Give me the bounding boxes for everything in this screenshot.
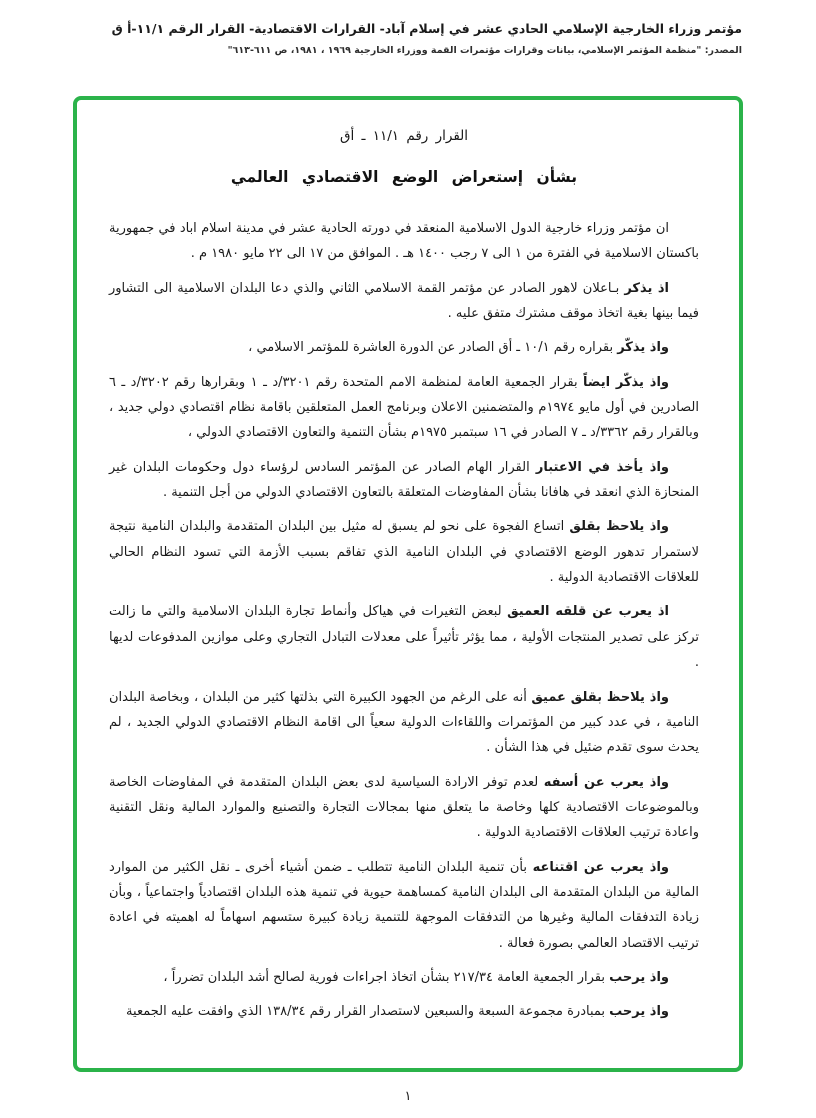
paragraph-lead: واذ يعرب عن اقتناعه [532, 859, 669, 875]
paragraph-lead: اذ يعرب عن قلقه العميق [507, 604, 669, 620]
resolution-frame [73, 96, 743, 1072]
paragraph-text: القرار الهام الصادر عن المؤتمر السادس لرؤساء دول وحكومات البلدان غير المنحازة الذي انعقد في هافانا بشأن المفاوضات المتعلقة بالتعاون الاقتصادي الدولي من أجل التنمية . [109, 459, 699, 501]
paragraph-text: أنه على الرغم من الجهود الكبيرة التي بذلتها كثير من البلدان ، وبخاصة البلدان النامية ، في عدد كبير من المؤتمرات واللقاءات الدولية سعياً الى اقامة النظام الاقتصادي الدولي الجديد ، لم يحدث سوى تقدم ضئيل في هذا الشأن . [109, 689, 699, 756]
paragraph-lead: واذ يلاحظ بقلق عميق [531, 689, 669, 705]
page-number: ١ [404, 1089, 412, 1104]
page-footer [0, 1085, 816, 1104]
paragraph [109, 370, 699, 446]
source-header [60, 20, 742, 56]
document-source-line: المصدر: "منظمة المؤتمر الإسلامي، بيانات وقرارات مؤتمرات القمة ووزراء الخارجية ١٩٦٩ ، ١٩٨١، ص ٦١١-٦١٣" [227, 44, 742, 56]
document-citation-title: مؤتمر وزراء الخارجية الإسلامي الحادي عشر في إسلام آباد- القرارات الاقتصادية- القرار الرقم ١١/١-أ ق [111, 21, 742, 36]
paragraph-text: بأن تنمية البلدان النامية تتطلب ـ ضمن أشياء أخرى ـ نقل الكثير من الموارد المالية من البلدان المتقدمة الى البلدان النامية كمساهمة حيوية في تنمية هذه البلدان اقتصادياً واجتماعياً ، وبأن زيادة التدفقات المالية وغيرها من التدفقات الموجهة للتنمية زيادة كبيرة ستسهم اسهاماً له اهميته في اعادة ترتيب الاقتصاد العالمي بصورة فعالة . [109, 859, 699, 951]
resolution-title: بشأن إستعراض الوضع الاقتصادي العالمي [230, 168, 578, 186]
paragraph [109, 965, 699, 990]
paragraph-text: بـاعلان لاهور الصادر عن مؤتمر القمة الاسلامي الثاني والذي دعا البلدان الاسلامية الى التشاور فيما بينها بغية اتخاذ موقف مشترك متفق عليه . [109, 280, 699, 322]
paragraph [109, 514, 699, 590]
paragraph [109, 455, 699, 506]
paragraph [109, 770, 699, 846]
paragraph-text: ان مؤتمر وزراء خارجية الدول الاسلامية المنعقد في دورته الحادية عشر في مدينة اسلام اباد في جمهورية باكستان الاسلامية في الفترة من ١ الى ٧ رجب ١٤٠٠ هـ . الموافق من ١٧ الى ٢٢ مايو ١٩٨٠ م . [109, 221, 699, 262]
paragraph-lead: واذ يذكّر [617, 340, 669, 356]
paragraph-text: لعدم توفر الارادة السياسية لدى بعض البلدان المتقدمة في المفاوضات الخاصة وبالموضوعات الاقتصادية كلها وخاصة ما يتعلق منها بمجالات التجارة والتصنيع والموارد المالية ونقل التقنية واعادة ترتيب العلاقات الاقتصادية الدولية . [109, 774, 699, 841]
paragraph-lead: واذ يرحب [609, 969, 669, 985]
paragraph [109, 855, 699, 956]
resolution-number: القرار رقم ١١/١ ـ أق [339, 128, 469, 144]
paragraph-lead: واذ يذكّر ايضاً [583, 374, 669, 390]
paragraph-lead: واذ يأخذ في الاعتبار [535, 459, 669, 475]
paragraph-text: اتساع الفجوة على نحو لم يسبق له مثيل بين البلدان المتقدمة والبلدان النامية نتيجة لاستمرار تدهور الوضع الاقتصادي في البلدان النامية الذي تفاقم بسبب الأزمة التي تسود النظام الحالي للعلاقات الاقتصادية الدولية . [109, 519, 699, 586]
paragraph-text: بقرار الجمعية العامة لمنظمة الامم المتحدة رقم ٣٢٠١/د ـ ١ وبقرارها رقم ٣٢٠٢/د ـ ٦ الصادرين في أول مايو ١٩٧٤م والمتضمنين الاعلان وبرنامج العمل المتعلقين باقامة نظام اقتصادي دولي جديد ، وبالقرار رقم ٣٣٦٢/د ـ ٧ الصادر في ١٦ سبتمبر ١٩٧٥م بشأن التنمية والتعاون الاقتصادي الدولي ، [109, 374, 699, 441]
paragraph [109, 216, 699, 267]
paragraph [109, 335, 699, 360]
paragraph-lead: واذ يلاحظ بقلق [569, 519, 669, 535]
resolution-body [109, 216, 699, 1025]
paragraph [109, 999, 699, 1024]
paragraph [109, 276, 699, 327]
paragraph [109, 599, 699, 675]
paragraph [109, 685, 699, 761]
paragraph-text: بقرار الجمعية العامة ٢١٧/٣٤ بشأن اتخاذ اجراءات فورية لصالح أشد البلدان تضرراً ، [163, 969, 606, 985]
paragraph-text: بقراره رقم ١٠/١ ـ أق الصادر عن الدورة العاشرة للمؤتمر الاسلامي ، [248, 340, 614, 356]
paragraph-text: بمبادرة مجموعة السبعة والسبعين لاستصدار القرار رقم ١٣٨/٣٤ الذي وافقت عليه الجمعية [126, 1004, 606, 1020]
paragraph-lead: واذ يعرب عن أسفه [543, 774, 669, 790]
paragraph-lead: واذ يرحب [609, 1004, 669, 1020]
paragraph-text: لبعض التغيرات في هياكل وأنماط تجارة البلدان الاسلامية والتي ما زالت تركز على تصدير المنتجات الأولية ، مما يؤثر تأثيراً على معدلات التبادل التجاري وعلى موازين المدفوعات لديها . [109, 604, 699, 671]
paragraph-lead: اذ يذكر [624, 280, 669, 296]
